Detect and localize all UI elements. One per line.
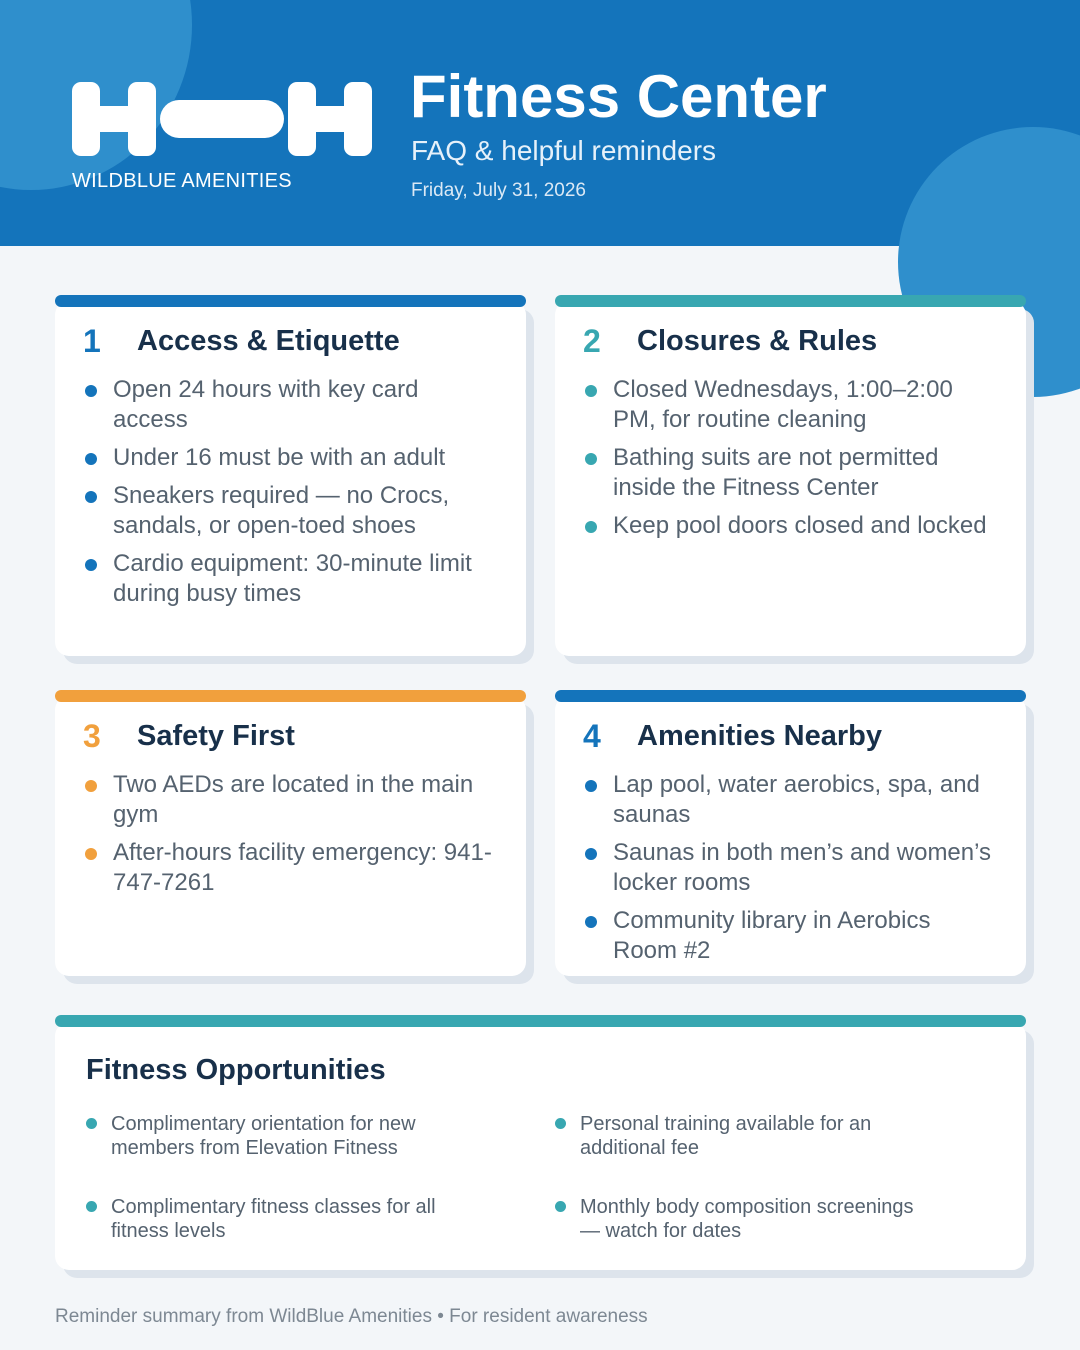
- list-item: Two AEDs are located in the main gym: [85, 770, 496, 830]
- card-list: [85, 770, 496, 906]
- bullet-icon: [555, 1201, 566, 1212]
- card-title: Amenities Nearby: [637, 720, 882, 752]
- card-number: 2: [583, 323, 601, 359]
- card-title: Closures & Rules: [637, 325, 878, 357]
- card-number: 4: [583, 718, 601, 754]
- bullet-icon: [585, 385, 597, 397]
- bullet-icon: [86, 1118, 97, 1129]
- bullet-icon: [85, 780, 97, 792]
- list-item: Under 16 must be with an adult: [85, 443, 496, 473]
- list-item: Community library in Aerobics Room #2: [585, 906, 996, 966]
- list-item: Personal training available for an additional fee: [555, 1112, 935, 1160]
- card-accent-bar: [555, 690, 1026, 702]
- bullet-icon: [85, 559, 97, 571]
- bullet-icon: [85, 385, 97, 397]
- list-item: Closed Wednesdays, 1:00–2:00 PM, for routine cleaning: [585, 375, 996, 435]
- page-subtitle: FAQ & helpful reminders: [411, 135, 717, 166]
- bullet-icon: [585, 780, 597, 792]
- list-item: Open 24 hours with key card access: [85, 375, 496, 435]
- card-number: 3: [83, 718, 101, 754]
- card-number: 1: [83, 323, 101, 359]
- bullet-icon: [585, 848, 597, 860]
- card-accent-bar: [55, 690, 526, 702]
- list-item: Sneakers required — no Crocs, sandals, or open-toed shoes: [85, 481, 496, 541]
- fitness-opportunities-card: [55, 1022, 1026, 1270]
- bullet-icon: [86, 1201, 97, 1212]
- list-item: Bathing suits are not permitted inside the Fitness Center: [585, 443, 996, 503]
- section-title: Fitness Opportunities: [86, 1054, 386, 1086]
- bullet-icon: [85, 453, 97, 465]
- list-item: Cardio equipment: 30-minute limit during busy times: [85, 549, 496, 609]
- list-item: Complimentary fitness classes for all fitness levels: [86, 1195, 466, 1243]
- card-accent-bar: [55, 295, 526, 307]
- brand-name: WILDBLUE AMENITIES: [72, 170, 292, 192]
- list-item: Monthly body composition screenings — watch for dates: [555, 1195, 935, 1243]
- card-title: Safety First: [137, 720, 295, 752]
- card-list: [585, 375, 996, 549]
- card-title: Access & Etiquette: [137, 325, 400, 357]
- faq-card-safety: [55, 696, 526, 976]
- bullet-icon: [585, 453, 597, 465]
- card-accent-bar: [55, 1015, 1026, 1027]
- list-item: Lap pool, water aerobics, spa, and saunas: [585, 770, 996, 830]
- bullet-icon: [555, 1118, 566, 1129]
- bullet-icon: [85, 848, 97, 860]
- page-title: Fitness Center: [410, 63, 827, 130]
- faq-card-access: [55, 301, 526, 656]
- faq-card-amenities: [555, 696, 1026, 976]
- card-list: [85, 375, 496, 617]
- list-item: After-hours facility emergency: 941-747-7261: [85, 838, 496, 898]
- faq-card-closures: [555, 301, 1026, 656]
- list-item: Saunas in both men’s and women’s locker rooms: [585, 838, 996, 898]
- card-list: [585, 770, 996, 974]
- page-date: Friday, July 31, 2026: [411, 180, 586, 201]
- footer-note: Reminder summary from WildBlue Amenities • For resident awareness: [55, 1306, 648, 1327]
- bullet-icon: [85, 491, 97, 503]
- list-item: Complimentary orientation for new members from Elevation Fitness: [86, 1112, 466, 1160]
- card-accent-bar: [555, 295, 1026, 307]
- dumbbell-logo-icon: [72, 82, 372, 156]
- list-item: Keep pool doors closed and locked: [585, 511, 996, 541]
- bullet-icon: [585, 521, 597, 533]
- bullet-icon: [585, 916, 597, 928]
